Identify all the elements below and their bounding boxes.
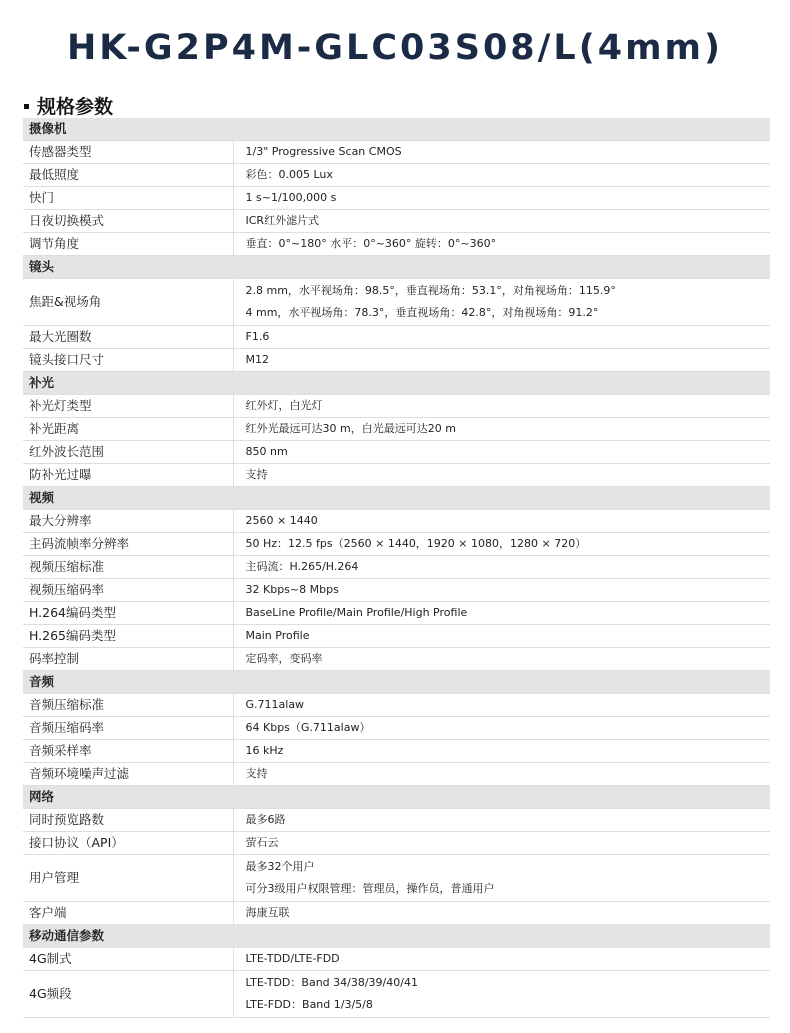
spec-row xyxy=(23,763,770,786)
section-heading-label: 规格参数 xyxy=(37,96,114,118)
spec-label: 客户端 xyxy=(23,902,233,925)
spec-value-line: 定码率，变码率 xyxy=(245,652,323,665)
spec-row xyxy=(23,418,770,441)
group-title: 移动通信参数 xyxy=(23,925,770,948)
spec-row xyxy=(23,533,770,556)
spec-label: 用户管理 xyxy=(23,855,233,902)
spec-value-line: M12 xyxy=(245,353,269,366)
spec-value xyxy=(233,418,770,441)
spec-label: 防补光过曝 xyxy=(23,464,233,487)
spec-value xyxy=(233,187,770,210)
group-title: 补光 xyxy=(23,372,770,395)
spec-value xyxy=(233,717,770,740)
spec-row xyxy=(23,855,770,902)
spec-row xyxy=(23,740,770,763)
spec-value-line: 主码流：H.265/H.264 xyxy=(245,560,359,573)
spec-value xyxy=(233,948,770,971)
spec-value-line: G.711alaw xyxy=(245,698,305,711)
spec-row xyxy=(23,395,770,418)
spec-table xyxy=(23,118,770,1018)
spec-value-line: ICR红外滤片式 xyxy=(245,214,320,227)
spec-value xyxy=(233,164,770,187)
spec-row xyxy=(23,441,770,464)
spec-value-line: 支持 xyxy=(245,468,268,481)
spec-label: 音频环境噪声过滤 xyxy=(23,763,233,786)
spec-label: 4G频段 xyxy=(23,971,233,1018)
section-heading xyxy=(24,92,113,119)
spec-value xyxy=(233,740,770,763)
spec-label: 快门 xyxy=(23,187,233,210)
spec-label: H.264编码类型 xyxy=(23,602,233,625)
spec-row xyxy=(23,510,770,533)
group-row xyxy=(23,256,770,279)
spec-label: 接口协议（API） xyxy=(23,832,233,855)
group-row xyxy=(23,487,770,510)
spec-label: 镜头接口尺寸 xyxy=(23,349,233,372)
spec-value-line: 2.8 mm，水平视场角：98.5°，垂直视场角：53.1°，对角视场角：115.9° xyxy=(245,284,616,297)
product-title: HK-G2P4M-GLC03S08/L(4mm) xyxy=(66,28,724,68)
spec-row xyxy=(23,279,770,326)
spec-row xyxy=(23,556,770,579)
spec-value xyxy=(233,602,770,625)
spec-label: 最大光圈数 xyxy=(23,326,233,349)
spec-value-line: 32 Kbps~8 Mbps xyxy=(245,583,339,596)
spec-value-line: 1/3" Progressive Scan CMOS xyxy=(245,145,402,158)
spec-row xyxy=(23,187,770,210)
spec-value xyxy=(233,625,770,648)
spec-value xyxy=(233,210,770,233)
spec-value xyxy=(233,694,770,717)
spec-label: 音频压缩码率 xyxy=(23,717,233,740)
spec-value-line: 彩色：0.005 Lux xyxy=(245,168,333,181)
spec-value-line: 1 s~1/100,000 s xyxy=(245,191,337,204)
spec-value xyxy=(233,441,770,464)
spec-label: 码率控制 xyxy=(23,648,233,671)
spec-label: 补光灯类型 xyxy=(23,395,233,418)
spec-label: 最大分辨率 xyxy=(23,510,233,533)
spec-value xyxy=(233,855,770,902)
spec-label: 传感器类型 xyxy=(23,141,233,164)
spec-value-line: Main Profile xyxy=(245,629,310,642)
spec-row xyxy=(23,141,770,164)
spec-value xyxy=(233,648,770,671)
spec-value xyxy=(233,279,770,326)
spec-row xyxy=(23,809,770,832)
spec-label: 补光距离 xyxy=(23,418,233,441)
spec-value xyxy=(233,395,770,418)
spec-row xyxy=(23,648,770,671)
spec-row xyxy=(23,694,770,717)
spec-value xyxy=(233,763,770,786)
spec-value-line: 850 nm xyxy=(245,445,288,458)
spec-row xyxy=(23,948,770,971)
spec-label: 同时预览路数 xyxy=(23,809,233,832)
spec-label: 音频压缩标准 xyxy=(23,694,233,717)
spec-value xyxy=(233,556,770,579)
group-title: 音频 xyxy=(23,671,770,694)
spec-value-line: 最多32个用户 xyxy=(245,860,315,873)
spec-label: 视频压缩码率 xyxy=(23,579,233,602)
spec-value xyxy=(233,971,770,1018)
spec-value xyxy=(233,809,770,832)
group-row xyxy=(23,372,770,395)
spec-row xyxy=(23,625,770,648)
group-title: 摄像机 xyxy=(23,118,770,141)
spec-value xyxy=(233,326,770,349)
spec-value xyxy=(233,349,770,372)
spec-label: 音频采样率 xyxy=(23,740,233,763)
spec-row xyxy=(23,579,770,602)
spec-row xyxy=(23,902,770,925)
spec-row xyxy=(23,717,770,740)
spec-value-line: 4 mm，水平视场角：78.3°，垂直视场角：42.8°，对角视场角：91.2° xyxy=(245,306,599,319)
spec-value-line: 最多6路 xyxy=(245,813,286,826)
spec-value xyxy=(233,533,770,556)
group-row xyxy=(23,671,770,694)
group-title: 镜头 xyxy=(23,256,770,279)
spec-value-line: 萤石云 xyxy=(245,836,279,849)
spec-row xyxy=(23,210,770,233)
spec-value-line: 2560 × 1440 xyxy=(245,514,318,527)
spec-row xyxy=(23,464,770,487)
spec-label: H.265编码类型 xyxy=(23,625,233,648)
spec-value-line: BaseLine Profile/Main Profile/High Profile xyxy=(245,606,468,619)
spec-row xyxy=(23,971,770,1018)
spec-label: 调节角度 xyxy=(23,233,233,256)
spec-label: 视频压缩标准 xyxy=(23,556,233,579)
spec-value xyxy=(233,141,770,164)
spec-row xyxy=(23,164,770,187)
spec-value xyxy=(233,233,770,256)
spec-value xyxy=(233,832,770,855)
group-row xyxy=(23,925,770,948)
spec-value xyxy=(233,579,770,602)
spec-value-line: 64 Kbps（G.711alaw） xyxy=(245,721,371,734)
group-title: 网络 xyxy=(23,786,770,809)
spec-value-line: 海康互联 xyxy=(245,906,290,919)
spec-label: 焦距&视场角 xyxy=(23,279,233,326)
spec-row xyxy=(23,326,770,349)
spec-value-line: 红外光最远可达30 m，白光最远可达20 m xyxy=(245,422,456,435)
spec-value-line: 50 Hz：12.5 fps（2560 × 1440，1920 × 1080，1280 × 720） xyxy=(245,537,587,550)
spec-row xyxy=(23,233,770,256)
spec-value-line: 红外灯，白光灯 xyxy=(245,399,323,412)
spec-value-line: LTE-TDD/LTE-FDD xyxy=(245,952,340,965)
spec-row xyxy=(23,832,770,855)
spec-value-line: F1.6 xyxy=(245,330,270,343)
spec-value xyxy=(233,510,770,533)
spec-value xyxy=(233,902,770,925)
group-row xyxy=(23,118,770,141)
spec-label: 最低照度 xyxy=(23,164,233,187)
spec-label: 4G制式 xyxy=(23,948,233,971)
spec-value-line: 支持 xyxy=(245,767,268,780)
spec-value xyxy=(233,464,770,487)
spec-label: 主码流帧率分辨率 xyxy=(23,533,233,556)
spec-value-line: 可分3级用户权限管理：管理员，操作员，普通用户 xyxy=(245,882,495,895)
group-row xyxy=(23,786,770,809)
spec-row xyxy=(23,349,770,372)
spec-value-line: LTE-FDD：Band 1/3/5/8 xyxy=(245,998,373,1011)
bullet-icon xyxy=(24,104,29,109)
spec-table-body xyxy=(23,118,770,1018)
spec-value-line: 垂直：0°~180° 水平：0°~360° 旋转：0°~360° xyxy=(245,237,497,250)
group-title: 视频 xyxy=(23,487,770,510)
spec-value-line: 16 kHz xyxy=(245,744,284,757)
spec-value-line: LTE-TDD：Band 34/38/39/40/41 xyxy=(245,976,418,989)
spec-label: 日夜切换模式 xyxy=(23,210,233,233)
spec-label: 红外波长范围 xyxy=(23,441,233,464)
spec-row xyxy=(23,602,770,625)
